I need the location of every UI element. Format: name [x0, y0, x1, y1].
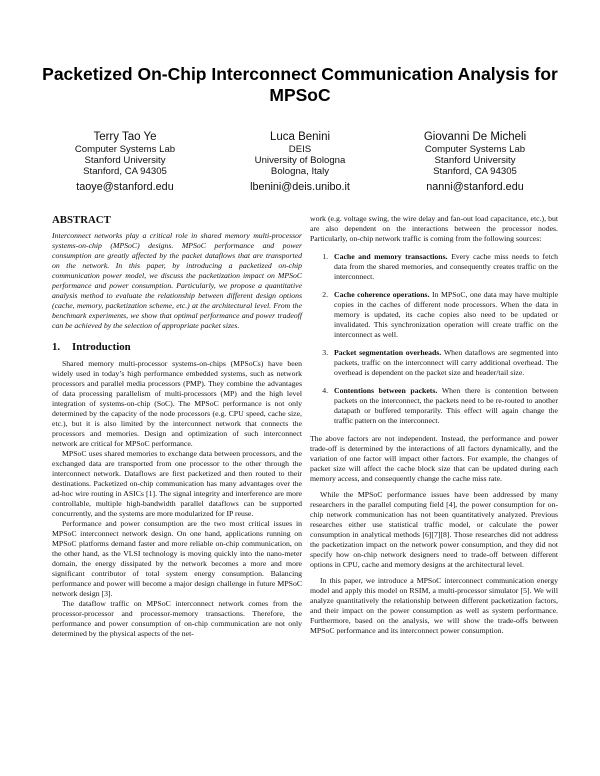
- author-email: nanni@stanford.edu: [426, 180, 524, 193]
- author-dept: DEIS: [288, 144, 312, 155]
- author-2: [215, 130, 385, 194]
- author-location: Bologna, Italy: [270, 166, 330, 178]
- author-name: Giovanni De Micheli: [423, 131, 527, 143]
- list-item-label: Cache and memory transactions.: [334, 252, 448, 261]
- list-item: [330, 290, 558, 340]
- paragraph: work (e.g. voltage swing, the wire delay and fan-out load capacitance, etc.), but are also dependent on the interactions between the processor nodes. Particularly, on-chip network traffic is coming from the following sources:: [310, 214, 558, 243]
- list-item-text: When there is contention between packets on the interconnect, the packets need to be re-routed to another datapath or buffered temporarily. This effect will again change the traffic pattern on the interconnect.: [334, 386, 558, 425]
- paragraph: MPSoC uses shared memories to exchange data between processors, and the exchanged data are transported from one processor to the other through the interconnect network. Dataflows are first packetized and then routed to their destinations. Packetized on-chip communication has many advantages over the ad-hoc wire routing in ASICs [1]. The signal integrity and interference are more controllable, multiple high-bandwidth parallel dataflows can be supported concurrently, and the systems are more modularized for IP reuse.: [52, 449, 302, 518]
- author-3: [390, 130, 560, 194]
- author-location: Stanford, CA 94305: [83, 166, 167, 178]
- paragraph: The dataflow traffic on MPSoC interconnect network comes from the processor-processor and processor-memory transactions. Therefore, the performance and power consumption of on-chip communication are not only determined by the physical aspects of the net-: [52, 599, 302, 638]
- author-org: Stanford University: [434, 155, 516, 167]
- author-block: [40, 130, 560, 194]
- paragraph: Performance and power consumption are the two most critical issues in MPSoC interconnect network design. On one hand, applications running on MPSoC platforms demand faster and more reliable on-chip communication, on the other hand, as the VLSI technology is moving quickly into the nano-meter domain, the energy dissipated by the network becomes a more and more significant contributor of total system energy consumption. Balancing performance and power will become a major design challenge in future MPSoC network design [3].: [52, 519, 302, 598]
- list-item-label: Contentions between packets.: [334, 386, 438, 395]
- author-name: Luca Benini: [269, 131, 331, 143]
- abstract-heading: ABSTRACT: [52, 214, 111, 226]
- author-org: University of Bologna: [254, 155, 346, 167]
- paragraph: Shared memory multi-processor systems-on-chips (MPSoCs) have been widely used in today’s high performance embedded systems, such as network processors and parallel media processors (PMP). They combine the advantages of data processing parallelism of multi-processors (MP) and the high level integration of systems-on-chip (SoC). The MPSoC performance is not only determined by the capacity of the node processors (e.g. CPU speed, cache size, etc.), but it is also limited by the interconnect network that connects the processors and memories. Design and optimization of such interconnect network are critical for MPSoC performance.: [52, 359, 302, 448]
- paper-title: Packetized On-Chip Interconnect Communication Analysis for MPSoC: [42, 64, 558, 105]
- paragraph: While the MPSoC performance issues have been addressed by many researchers in the parallel computing field [4], the power consumption for on-chip network communication has not been quantitatively analyzed. Previous researches either use statistical traffic model, or calculate the power consumption in analytical methods [6][7][8]. Those researches did not address the packetization impact on the network power consumption, and they did not specify how on-chip network designers need to trade-off between different options in CPU, cache and memory designs at the architectural level.: [310, 490, 558, 569]
- list-item-text: When dataflows are segmented into packets, traffic on the interconnect will carry additional overhead. The overhead is dependent on the packet size and header/tail size.: [334, 348, 558, 377]
- author-org: Stanford University: [84, 155, 166, 167]
- author-dept: Computer Systems Lab: [424, 144, 526, 155]
- author-email: lbenini@deis.unibo.it: [250, 180, 350, 193]
- list-item-text: In MPSoC, one data may have multiple copies in the caches of different node processors. When the data in memory is updated, its cache copies also need to be updated or invalidated. This synchronization operation will create traffic on the interconnect as well.: [334, 290, 559, 339]
- list-item-text: Every cache miss needs to fetch data from the shared memories, and consequently creates traffic on the interconnect.: [334, 252, 559, 281]
- list-item-label: Cache coherence operations.: [334, 290, 430, 299]
- left-column: [52, 214, 302, 639]
- author-email: taoye@stanford.edu: [76, 180, 174, 193]
- list-item: [330, 252, 558, 282]
- list-item: [330, 386, 558, 426]
- right-column: [310, 214, 558, 636]
- author-name: Terry Tao Ye: [93, 131, 157, 143]
- section-title: Introduction: [72, 341, 131, 353]
- paragraph: The above factors are not independent. Instead, the performance and power trade-off is determined by the interactions of all factors dynamically, and the variation of one factor will impact other factors. For example, the changes of packet size will affect the cache block size that can be updated during each memory access, and consequently change the cache miss rate.: [310, 434, 558, 483]
- author-1: [40, 130, 210, 194]
- list-item-label: Packet segmentation overheads.: [334, 348, 442, 357]
- author-dept: Computer Systems Lab: [74, 144, 176, 155]
- paragraph: In this paper, we introduce a MPSoC interconnect communication energy model and apply this model on RSIM, a multi-processor simulator [5]. We will analyze quantitatively the relationship between different packetization factors, and their impact on the power consumption as well as system performance. Furthermore, based on the analysis, we will show the trade-offs between MPSoC performance and its interconnect power consumption.: [310, 576, 558, 635]
- list-item: [330, 348, 558, 378]
- abstract-text: Interconnect networks play a critical role in shared memory multi-processor systems-on-chip (MPSoC) designs. MPSoC performance and power consumption are greatly affected by the packet dataflows that are transported on the network. In this paper, by introducing a packetized on-chip communication power model, we discuss the packetization impact on MPSoC performance and power consumption. Particularly, we propose a quantitative analysis method to evaluate the relationship between different design options (cache, memory, packetization scheme, etc.) at the architectural level. From the benchmark experiments, we show that optimal performance and power tradeoff can be achieved by the selection of appropriate packet sizes.: [52, 231, 302, 330]
- author-location: Stanford, CA 94305: [433, 166, 517, 178]
- traffic-source-list: [310, 252, 558, 426]
- section-heading: [52, 341, 302, 354]
- section-number: 1.: [52, 341, 61, 353]
